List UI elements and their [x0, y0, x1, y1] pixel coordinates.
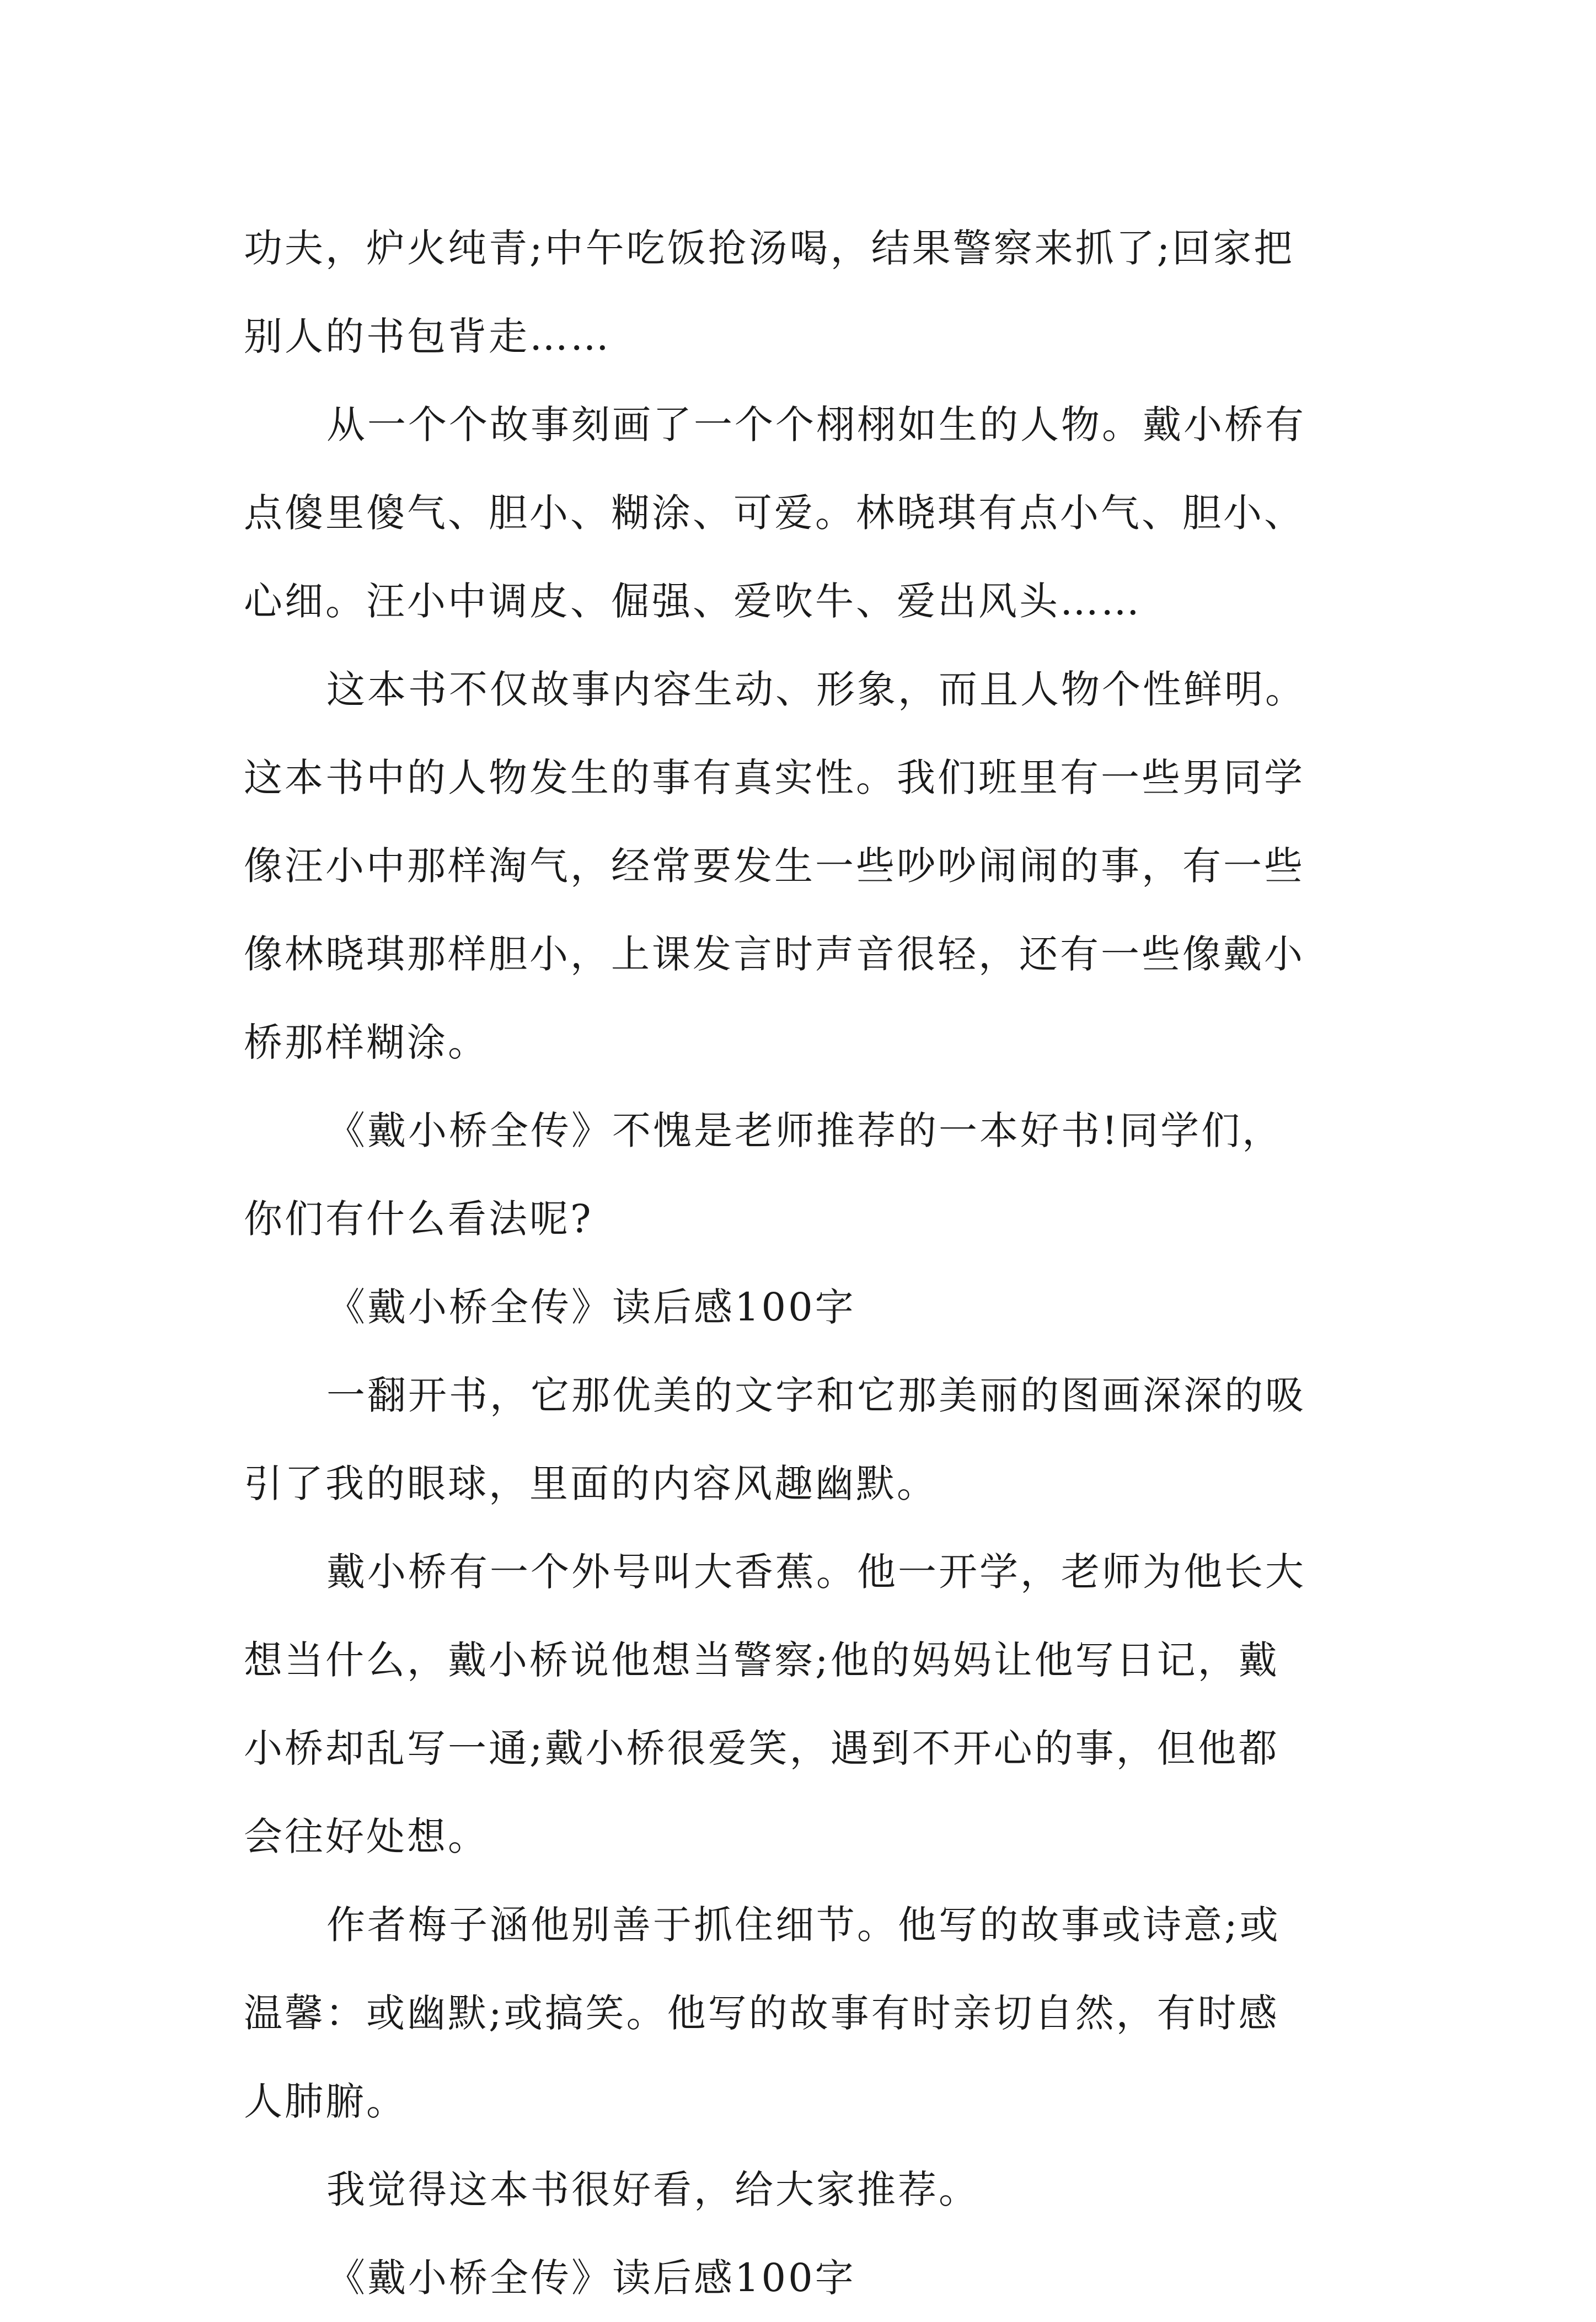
- text-line: 会往好处想。: [244, 1814, 489, 1859]
- text-line: 作者梅子涵他别善于抓住细节。他写的故事或诗意;或: [326, 1902, 1281, 1948]
- text-line: 功夫，炉火纯青;中午吃饭抢汤喝，结果警察来抓了;回家把: [244, 226, 1295, 271]
- text-line: 你们有什么看法呢?: [244, 1196, 593, 1242]
- text-line: 小桥却乱写一通;戴小桥很爱笑，遇到不开心的事，但他都: [244, 1726, 1279, 1771]
- document-body: [244, 204, 1374, 2322]
- text-line: 引了我的眼球，里面的内容风趣幽默。: [244, 1461, 938, 1506]
- text-line: 心细。汪小中调皮、倔强、爱吹牛、爱出风头……: [244, 579, 1142, 624]
- section-heading: 《戴小桥全传》读后感100字: [326, 2255, 856, 2300]
- section-heading: 《戴小桥全传》读后感100字: [326, 1285, 856, 1330]
- text-line: 桥那样糊涂。: [244, 1020, 489, 1065]
- text-line: 戴小桥有一个外号叫大香蕉。他一开学，老师为他长大: [326, 1549, 1306, 1595]
- text-line: 想当什么，戴小桥说他想当警察;他的妈妈让他写日记，戴: [244, 1638, 1279, 1683]
- text-line: 这本书中的人物发生的事有真实性。我们班里有一些男同学: [244, 755, 1305, 800]
- text-line: 温馨：或幽默;或搞笑。他写的故事有时亲切自然，有时感: [244, 1991, 1279, 2036]
- text-line: 点傻里傻气、胆小、糊涂、可爱。林晓琪有点小气、胆小、: [244, 490, 1305, 536]
- text-line: 我觉得这本书很好看，给大家推荐。: [326, 2167, 979, 2212]
- text-line: 像汪小中那样淘气，经常要发生一些吵吵闹闹的事，有一些: [244, 843, 1305, 889]
- text-line: 从一个个故事刻画了一个个栩栩如生的人物。戴小桥有: [326, 402, 1306, 447]
- text-line: 这本书不仅故事内容生动、形象，而且人物个性鲜明。: [326, 667, 1306, 712]
- text-line: 《戴小桥全传》不愧是老师推荐的一本好书!同学们，: [326, 1108, 1283, 1153]
- text-line: 别人的书包背走……: [244, 314, 611, 359]
- text-line: 像林晓琪那样胆小，上课发言时声音很轻，还有一些像戴小: [244, 932, 1305, 977]
- text-line: 人肺腑。: [244, 2079, 407, 2124]
- text-line: 一翻开书，它那优美的文字和它那美丽的图画深深的吸: [326, 1373, 1306, 1418]
